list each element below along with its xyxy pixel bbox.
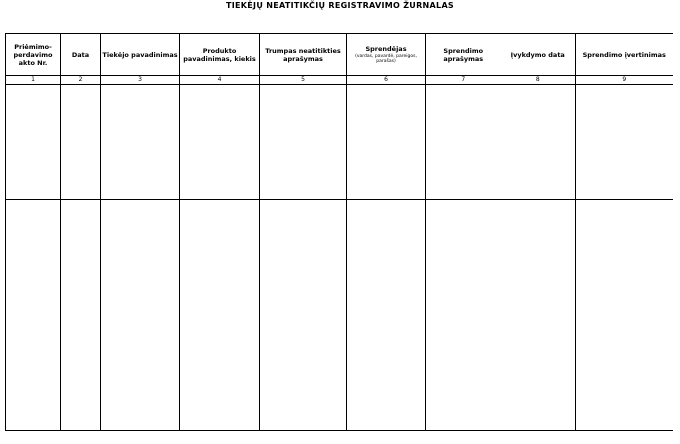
column-number: 3 — [101, 76, 180, 85]
table-cell[interactable] — [576, 85, 673, 200]
column-header-completion-date: Įvykdymo data — [510, 50, 565, 59]
table-cell[interactable] — [101, 200, 180, 431]
table-cell[interactable] — [347, 85, 426, 200]
table-cell[interactable] — [426, 85, 576, 200]
column-number-pair — [426, 76, 576, 85]
decider-sublabel: (vardas, pavardė, pareigos, parašas) — [355, 53, 417, 64]
table-row — [6, 200, 673, 431]
column-header-supplier-name: Tiekėjo pavadinimas — [101, 34, 180, 76]
column-number: 4 — [180, 76, 260, 85]
table-cell[interactable] — [576, 200, 673, 431]
table-cell[interactable] — [260, 200, 347, 431]
table-cell[interactable] — [6, 85, 61, 200]
decider-label: Sprendėjas — [365, 44, 407, 53]
column-header-decider — [347, 34, 426, 76]
column-number: 9 — [576, 76, 673, 85]
journal-title: TIEKĖJŲ NEATITIKČIŲ REGISTRAVIMO ŽURNALAS — [226, 1, 454, 10]
column-header-nonconformity-description: Trumpas neatitikties aprašymas — [260, 34, 347, 76]
column-number: 6 — [347, 76, 426, 85]
column-number-row — [6, 76, 673, 85]
table-cell[interactable] — [180, 200, 260, 431]
nonconformity-register-table — [5, 33, 673, 431]
column-header-decision-description: Sprendimo aprašymas — [443, 46, 484, 63]
table-cell[interactable] — [61, 200, 101, 431]
table-row — [6, 85, 673, 200]
column-header-act-number: Priėmimo-perdavimo akto Nr. — [6, 34, 61, 76]
column-number: 8 — [535, 76, 540, 83]
column-header-product-name-quantity: Produkto pavadinimas, kiekis — [180, 34, 260, 76]
table-cell[interactable] — [260, 85, 347, 200]
table-cell[interactable] — [180, 85, 260, 200]
table-cell[interactable] — [426, 200, 576, 431]
column-number: 1 — [6, 76, 61, 85]
column-number: 2 — [61, 76, 101, 85]
column-number: 7 — [461, 76, 466, 83]
column-header-date: Data — [61, 34, 101, 76]
table-cell[interactable] — [347, 200, 426, 431]
table-cell[interactable] — [6, 200, 61, 431]
column-header-decision-evaluation: Sprendimo įvertinimas — [576, 34, 673, 76]
table-cell[interactable] — [61, 85, 101, 200]
column-header-decision-and-completion — [426, 34, 576, 76]
table-cell[interactable] — [101, 85, 180, 200]
column-number: 5 — [260, 76, 347, 85]
header-row — [6, 34, 673, 76]
